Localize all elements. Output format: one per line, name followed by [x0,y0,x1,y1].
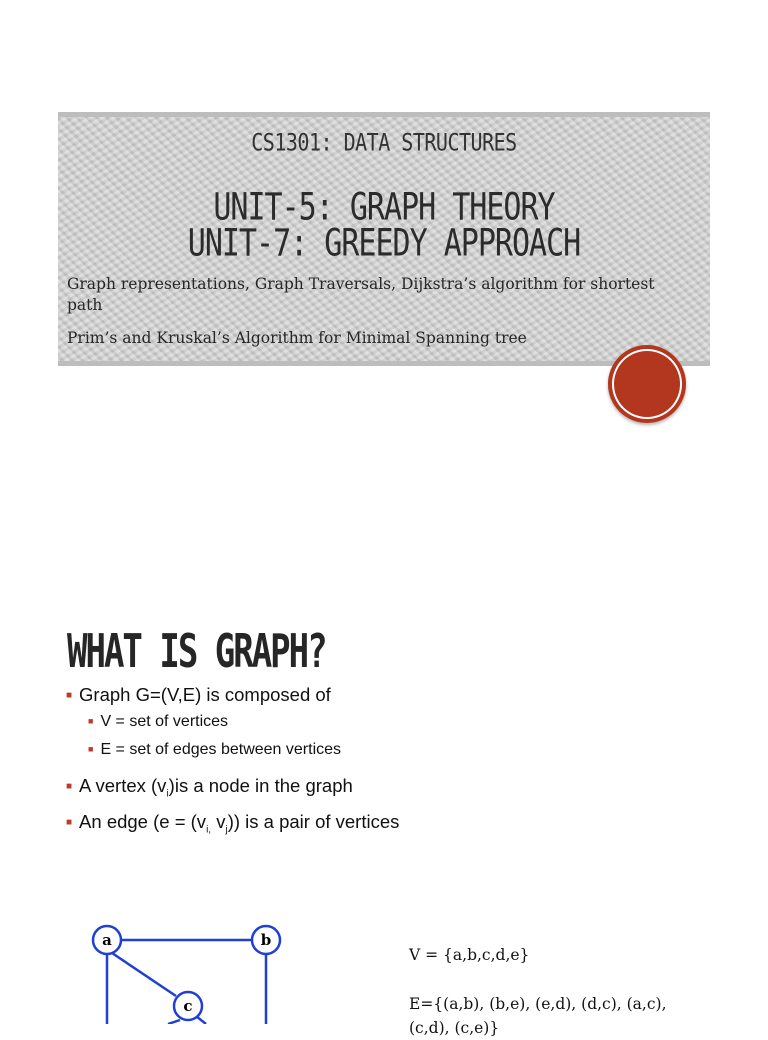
vertex-a [93,926,121,954]
subscript: j [225,824,228,836]
square-bullet-icon: ■ [66,690,73,701]
square-bullet-icon: ■ [88,716,94,726]
bullet-text: A vertex (v [79,775,167,796]
subscript: i [166,788,169,800]
bullet-item [66,684,331,706]
subtitle-algorithms: Prim’s and Kruskal’s Algorithm for Minimal Spanning tree [67,329,527,347]
edge-c-d [168,1020,180,1024]
vertex-label: a [102,931,112,949]
sub-bullet-item [88,713,228,731]
graph-diagram [88,916,308,1024]
bullet-text: An edge (e = (v [79,811,207,832]
sub-bullet-text: V = set of vertices [100,713,229,730]
vertex-b [252,926,280,954]
unit7-title: UNIT-7: GREEDY APPROACH [187,221,581,266]
sub-bullet-text: E = set of edges between vertices [100,741,342,758]
slide-heading: WHAT IS GRAPH? [67,625,326,679]
square-bullet-icon: ■ [88,744,94,754]
bullet-item [66,775,353,800]
edge-set: E={(a,b), (b,e), (e,d), (d,c), (a,c), (c,d), (c,e)} [409,995,667,1037]
square-bullet-icon: ■ [66,817,73,828]
bullet-text: )) is a pair of vertices [227,811,400,832]
bullet-text: )is a node in the graph [168,775,353,796]
edge-a-c [112,953,176,996]
vertex-c [174,992,202,1020]
subtitle-topics: Graph representations, Graph Traversals, Dijkstra’s algorithm for shortest path [67,275,655,314]
sub-bullet-item [88,741,341,759]
vertex-label: c [183,997,193,1015]
unit5-title: UNIT-5: GRAPH THEORY [213,185,555,230]
course-title: CS1301: DATA STRUCTURES [251,127,517,157]
square-bullet-icon: ■ [66,781,73,792]
bullet-text: v [211,811,226,832]
vertex-set: V = {a,b,c,d,e} [409,946,530,964]
decorative-circle-badge [608,345,686,423]
bullet-item [66,811,399,836]
subscript: i, [206,824,212,836]
vertex-label: b [260,931,272,949]
bullet-text: Graph G=(V,E) is composed of [79,684,331,705]
